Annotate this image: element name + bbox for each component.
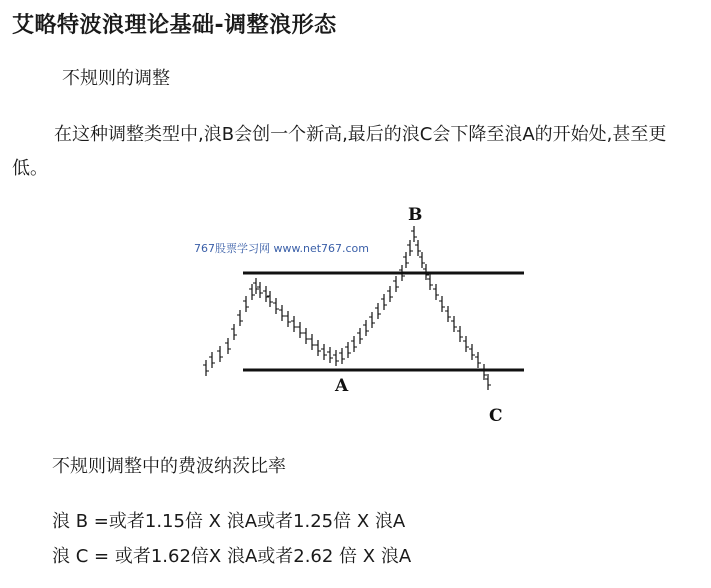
price-bar bbox=[333, 350, 339, 366]
price-bar bbox=[339, 348, 345, 364]
price-bar bbox=[369, 312, 375, 328]
price-bar bbox=[407, 240, 413, 256]
price-bar bbox=[225, 338, 231, 354]
price-bar bbox=[315, 340, 321, 356]
irregular-correction-diagram bbox=[190, 200, 535, 430]
description-text: 在这种调整类型中,浪B会创一个新高,最后的浪C会下降至浪A的开始处,甚至更低。 bbox=[12, 124, 667, 179]
price-bar bbox=[387, 286, 393, 302]
price-bar bbox=[203, 360, 209, 376]
price-bar bbox=[363, 320, 369, 336]
price-bar bbox=[291, 316, 297, 332]
price-bar bbox=[433, 284, 439, 300]
wave-b-label: B bbox=[408, 205, 423, 225]
price-bar bbox=[419, 252, 425, 268]
description-paragraph bbox=[12, 118, 702, 186]
price-bar bbox=[273, 298, 279, 314]
price-bar bbox=[357, 328, 363, 344]
price-bar bbox=[209, 352, 215, 368]
price-bar bbox=[327, 347, 333, 363]
price-bar bbox=[321, 344, 327, 360]
watermark-text: 767股票学习网 www.net767.com bbox=[194, 242, 370, 255]
price-bar bbox=[411, 226, 417, 242]
price-bar bbox=[451, 316, 457, 332]
price-bar bbox=[231, 324, 237, 340]
wave-a-label: A bbox=[335, 376, 349, 396]
price-bar bbox=[279, 305, 285, 321]
price-bar bbox=[243, 296, 249, 312]
price-bar bbox=[303, 328, 309, 344]
price-bar bbox=[309, 334, 315, 350]
fibonacci-ratio-heading: 不规则调整中的费波纳茨比率 bbox=[52, 456, 286, 477]
price-bar bbox=[267, 291, 273, 307]
price-bar bbox=[427, 274, 433, 290]
section-subtitle: 不规则的调整 bbox=[62, 68, 170, 89]
price-bar bbox=[297, 322, 303, 338]
price-bar bbox=[345, 342, 351, 358]
ratio-line-wave-c: 浪 C = 或者1.62倍X 浪A或者2.62 倍 X 浪A bbox=[52, 546, 412, 567]
price-bar bbox=[469, 344, 475, 360]
price-bar bbox=[485, 374, 491, 390]
price-bar bbox=[439, 296, 445, 312]
price-bar bbox=[217, 346, 223, 362]
price-bar bbox=[351, 336, 357, 352]
wave-diagram-svg bbox=[190, 200, 535, 430]
price-bar bbox=[381, 294, 387, 310]
price-bar bbox=[415, 240, 421, 256]
price-bar bbox=[257, 282, 263, 298]
wave-c-label: C bbox=[489, 406, 503, 426]
price-bar bbox=[403, 252, 409, 268]
price-bar bbox=[481, 364, 487, 380]
ratio-line-wave-b: 浪 B =或者1.15倍 X 浪A或者1.25倍 X 浪A bbox=[52, 511, 406, 532]
price-bar bbox=[445, 306, 451, 322]
price-bar bbox=[263, 286, 269, 302]
price-bar bbox=[253, 278, 259, 294]
price-bar bbox=[375, 303, 381, 319]
price-bar bbox=[285, 311, 291, 327]
price-bar bbox=[393, 276, 399, 292]
price-bar bbox=[475, 352, 481, 368]
price-bar bbox=[457, 326, 463, 342]
price-bar bbox=[249, 284, 255, 300]
price-bar bbox=[463, 336, 469, 352]
article-title: 艾略特波浪理论基础-调整浪形态 bbox=[12, 13, 337, 38]
price-bar bbox=[237, 310, 243, 326]
